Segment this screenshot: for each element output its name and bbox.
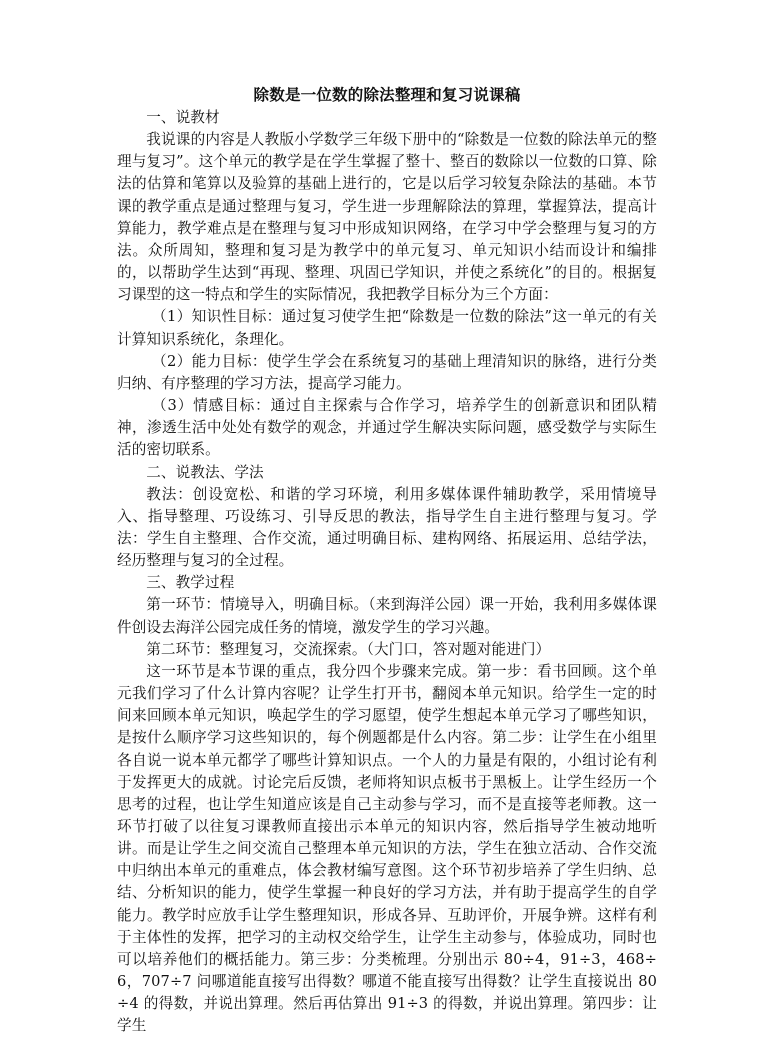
document-page xyxy=(117,84,657,1038)
section-heading-process: 三、教学过程 xyxy=(146,574,235,592)
document-title: 除数是一位数的除法整理和复习说课稿 xyxy=(253,85,521,104)
paragraph-textbook-intro: 我说课的内容是人教版小学数学三年级下册中的“除数是一位数的除法单元的整理与复习”。这个单元的教学是在学生掌握了整十、整百的数除以一位数的口算、除法的估算和笔算以及验算的基础上进行的，它是以后学习较复杂除法的基础。本节课的教学重点是通过整理与复习，学生进一步理解除法的算理，掌握算法，提高计算能力，教学难点是在整理与复习中形成知识网络，在学习中学会整理与复习的方法。众所周知，整理和复习是为教学中的单元复习、单元知识小结而设计和编排的，以帮助学生达到“再现、整理、巩固已学知识，并使之系统化”的目的。根据复习课型的这一特点和学生的实际情况，我把教学目标分为三个方面： xyxy=(117,131,657,304)
paragraph-step-two-detail: 这一环节是本节课的重点，我分四个步骤来完成。第一步：看书回顾。这个单元我们学习了什么计算内容呢？让学生打开书，翻阅本单元知识。给学生一定的时间来回顾本单元知识，唤起学生的学习愿望，使学生想起本单元学习了哪些知识，是按什么顺序学习这些知识的，每个例题都是什么内容。第二步：让学生在小组里各自说一说本单元都学了哪些计算知识点。一个人的力量是有限的，小组讨论有利于发挥更大的成就。讨论完后反馈，老师将知识点板书于黑板上。让学生经历一个思考的过程，也让学生知道应该是自己主动参与学习，而不是直接等老师教。这一环节打破了以往复习课教师直接出示本单元的知识内容，然后指导学生被动地听讲。而是让学生之间交流自己整理本单元知识的方法，学生在独立活动、合作交流中归纳出本单元的重难点，体会教材编写意图。这个环节初步培养了学生归纳、总结、分析知识的能力，使学生掌握一种良好的学习方法，并有助于提高学生的自学能力。教学时应放手让学生整理知识，形成各异、互助评价，开展争辨。这样有利于主体性的发挥，把学习的主动权交给学生，让学生主动参与，体验成功，同时也可以培养他们的概括能力。第三步：分类梳理。分别出示 80÷4，91÷3，468÷6，707÷7 问哪道能直接写出得数？哪道不能直接写出得数？让学生直接说出 80÷4 的得数，并说出算理。然后再估算出 91÷3 的得数，并说出算理。第四步：让学生 xyxy=(117,662,657,1035)
paragraph-step-one: 第一环节：情境导入，明确目标。（来到海洋公园）课一开始，我利用多媒体课件创设去海洋公园完成任务的情境，激发学生的学习兴趣。 xyxy=(117,596,657,636)
section-heading-textbook: 一、说教材 xyxy=(146,109,220,126)
paragraph-knowledge-goal: （1）知识性目标：通过复习使学生把“除数是一位数的除法”这一单元的有关计算知识系统化，条理化。 xyxy=(117,308,657,348)
paragraph-step-two: 第二环节：整理复习，交流探索。（大门口，答对题对能进门） xyxy=(146,640,551,658)
section-heading-methods: 二、说教法、学法 xyxy=(146,463,264,481)
paragraph-methods: 教法：创设宽松、和谐的学习环境，利用多媒体课件辅助教学，采用情境导入、指导整理、巧设练习、引导反思的教法，指导学生自主进行整理与复习。学法：学生自主整理、合作交流，通过明确目标、建构网络、拓展运用、总结学法，经历整理与复习的全过程。 xyxy=(117,485,657,570)
paragraph-emotion-goal: （3）情感目标：通过自主探索与合作学习，培养学生的创新意识和团队精神，渗透生活中处处有数学的观念，并通过学生解决实际问题，感受数学与实际生活的密切联系。 xyxy=(117,397,657,459)
paragraph-ability-goal: （2）能力目标：使学生学会在系统复习的基础上理清知识的脉络，进行分类归纳、有序整理的学习方法，提高学习能力。 xyxy=(117,352,657,392)
